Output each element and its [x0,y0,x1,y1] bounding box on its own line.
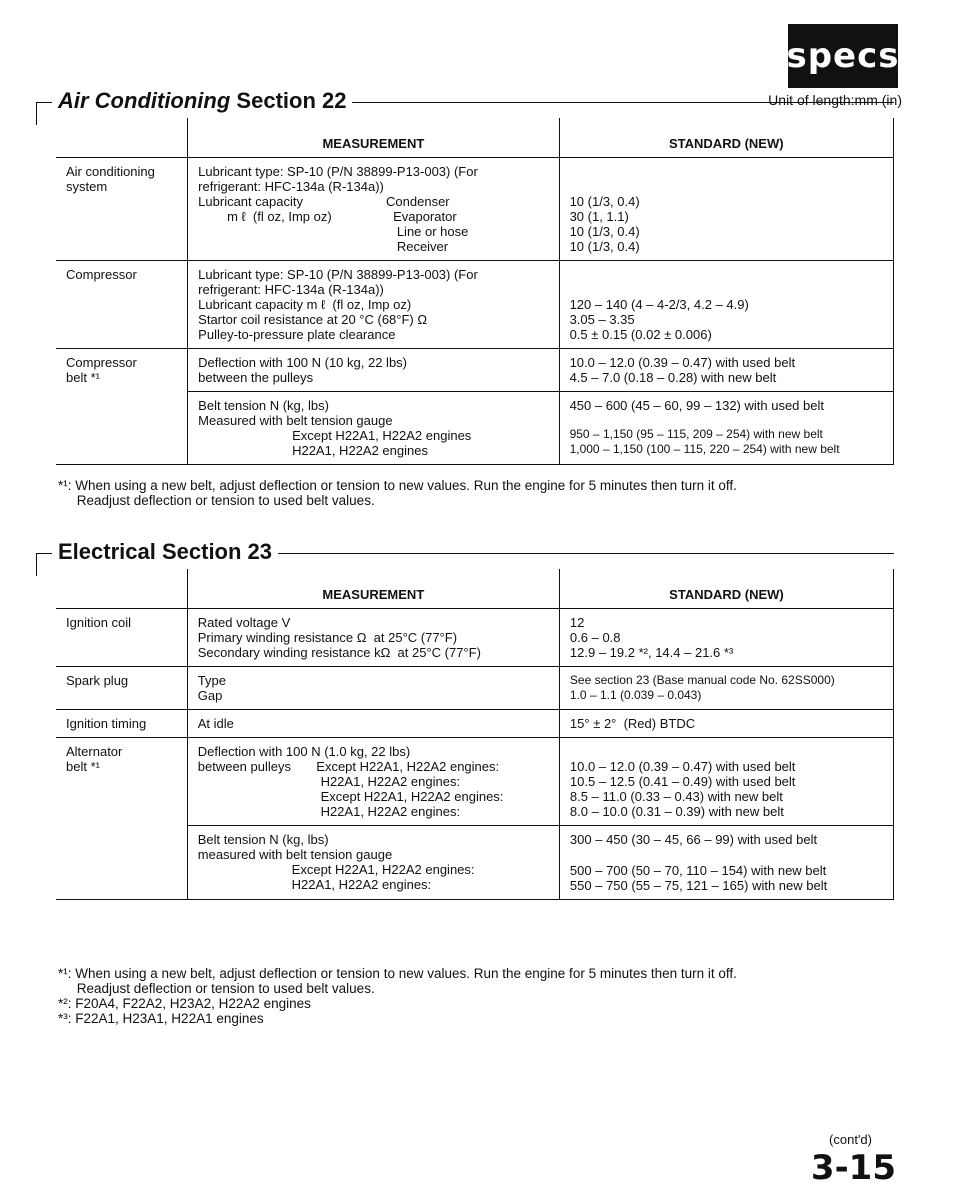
specs-badge: specs [788,24,898,88]
item-cell: Compressor [56,261,188,349]
ac-section-title [52,88,352,114]
measurement-cell: Deflection with 100 N (10 kg, 22 lbs) between the pulleys [188,349,559,392]
measurement-cell: Deflection with 100 N (1.0 kg, 22 lbs) between pulleys Except H22A1, H22A2 engines: H22A1, H22A2 engines: Except H22A1, H22A2 engines: H22A1, H22A2 engines: [187,738,559,826]
ac-title-a: Air Conditioning [58,88,231,113]
table-row [56,261,894,349]
continued-note: (cont'd) [829,1132,872,1147]
table-row [56,710,894,738]
standard-cell: 12 0.6 – 0.8 12.9 – 19.2 *², 14.4 – 21.6 *³ [559,609,893,667]
measurement-cell: Rated voltage V Primary winding resistance Ω at 25°C (77°F) Secondary winding resistance kΩ at 25°C (77°F) [187,609,559,667]
standard-cell: 120 – 140 (4 – 4-2/3, 4.2 – 4.9) 3.05 – 3.35 0.5 ± 0.15 (0.02 ± 0.006) [559,261,893,349]
ac-header-blank [56,118,188,158]
el-header-row [56,569,894,609]
standard-cell: 10 (1/3, 0.4) 30 (1, 1.1) 10 (1/3, 0.4) 10 (1/3, 0.4) [559,158,893,261]
standard-used-belt: 450 – 600 (45 – 60, 99 – 132) with used belt [569,398,824,413]
measurement-cell: Belt tension N (kg, lbs) measured with belt tension gauge Except H22A1, H22A2 engines: H22A1, H22A2 engines: [187,826,559,900]
ac-spec-table [56,118,894,465]
table-row [56,158,894,261]
standard-cell: See section 23 (Base manual code No. 62SS000) 1.0 – 1.1 (0.039 – 0.043) [559,667,893,710]
ac-header-measurement: MEASUREMENT [188,118,559,158]
standard-cell [559,392,893,465]
measurement-cell: At idle [187,710,559,738]
table-row [56,349,894,392]
el-section-title [52,539,278,565]
item-cell: Compressor belt *¹ [56,349,188,465]
standard-new-belt: 950 – 1,150 (95 – 115, 209 – 254) with new belt 1,000 – 1,150 (100 – 115, 220 – 254) with new belt [569,427,840,456]
standard-cell: 10.0 – 12.0 (0.39 – 0.47) with used belt 10.5 – 12.5 (0.41 – 0.49) with used belt 8.5 – 11.0 (0.33 – 0.43) with new belt 8.0 – 10.0 (0.31 – 0.39) with new belt [559,738,893,826]
el-section-bracket [36,553,47,576]
el-title-a: Electrical [58,539,156,564]
standard-cell: 10.0 – 12.0 (0.39 – 0.47) with used belt 4.5 – 7.0 (0.18 – 0.28) with new belt [559,349,893,392]
el-title-b: Section 23 [161,539,273,564]
item-cell: Spark plug [56,667,187,710]
ac-header-standard: STANDARD (NEW) [559,118,893,158]
measurement-cell: Belt tension N (kg, lbs) Measured with belt tension gauge Except H22A1, H22A2 engines H22A1, H22A2 engines [188,392,559,465]
standard-cell [559,826,893,900]
page-number: 3-15 [810,1148,896,1188]
ac-section-bracket [36,102,47,125]
standard-new-belt: 500 – 700 (50 – 70, 110 – 154) with new belt 550 – 750 (55 – 75, 121 – 165) with new belt [569,863,828,893]
measurement-cell: Type Gap [187,667,559,710]
item-cell: Air conditioning system [56,158,188,261]
item-cell: Ignition coil [56,609,187,667]
table-row [56,738,894,826]
unit-note: Unit of length:mm (in) [768,92,902,108]
table-row [56,609,894,667]
measurement-cell: Lubricant type: SP-10 (P/N 38899-P13-003) (For refrigerant: HFC-134a (R-134a)) Lubricant capacity m ℓ (fl oz, Imp oz) Startor coil resistance at 20 °C (68°F) Ω Pulley-to-pressure plate clearance [188,261,559,349]
table-row [56,667,894,710]
ac-header-row [56,118,894,158]
el-header-standard: STANDARD (NEW) [559,569,893,609]
el-header-measurement: MEASUREMENT [187,569,559,609]
el-spec-table [56,569,894,900]
el-footnote: *¹: When using a new belt, adjust deflection or tension to new values. Run the engine for 5 minutes then turn it off. Readjust deflection or tension to used belt values. *²: F20A4, F22A2, H23A2, H22A2 engines *³: F22A1, H23A1, H22A1 engines [58,966,737,1026]
el-header-blank [56,569,187,609]
standard-used-belt: 300 – 450 (30 – 45, 66 – 99) with used belt [569,832,818,847]
item-cell: Ignition timing [56,710,187,738]
standard-cell: 15° ± 2° (Red) BTDC [559,710,893,738]
measurement-cell: Lubricant type: SP-10 (P/N 38899-P13-003) (For refrigerant: HFC-134a (R-134a)) Lubricant capacity Condenser m ℓ (fl oz, Imp oz) Evaporator Line or hose Receiver [188,158,559,261]
ac-footnote: *¹: When using a new belt, adjust deflection or tension to new values. Run the engine for 5 minutes then turn it off. Readjust deflection or tension to used belt values. [58,478,737,508]
item-cell: Alternator belt *¹ [56,738,187,900]
ac-title-b: Section 22 [236,88,347,113]
